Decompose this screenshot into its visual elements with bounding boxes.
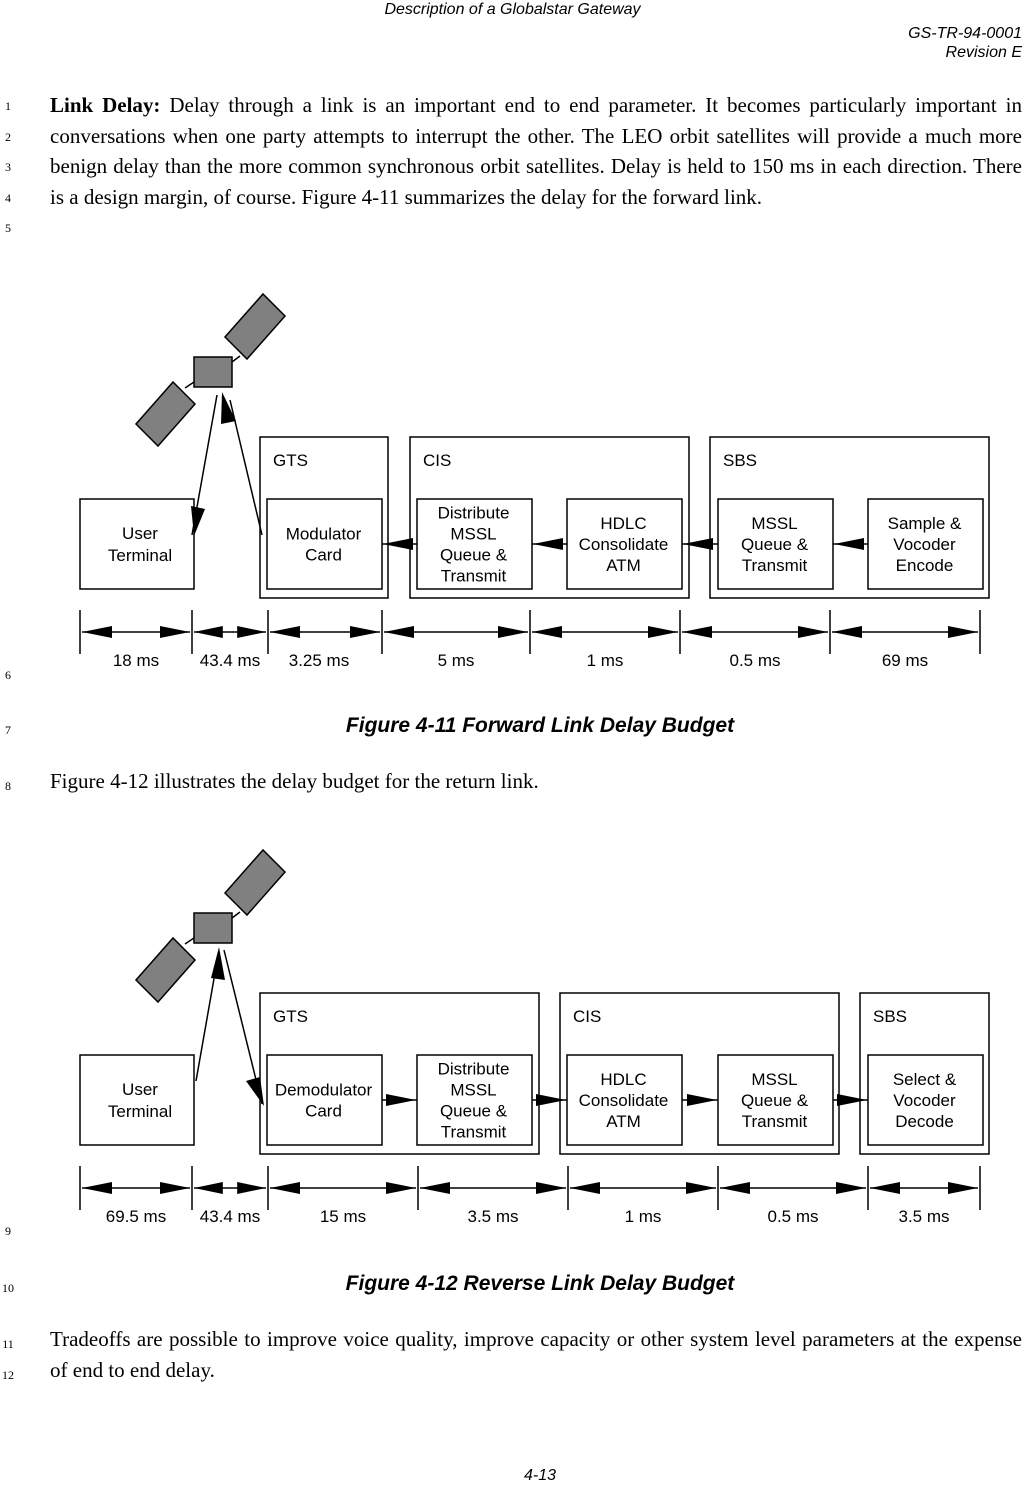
process-box-label: Modulator Card	[285, 524, 362, 565]
delay-label: 0.5 ms	[729, 651, 781, 670]
flow-arrowhead	[386, 1094, 416, 1106]
timeline-arrowhead	[270, 1182, 300, 1194]
forward-link-delay-diagram	[0, 280, 1025, 700]
timeline-arrowhead	[384, 626, 414, 638]
satellite-body	[194, 913, 232, 943]
solar-panel	[136, 938, 195, 1002]
reverse-link-delay-diagram	[0, 836, 1025, 1256]
timeline-arrowhead	[870, 1182, 900, 1194]
figure-caption: Figure 4-12 Reverse Link Delay Budget	[345, 1272, 735, 1295]
process-box-label: Select & Vocoder Decode	[892, 1070, 957, 1131]
line-number: 9	[5, 1224, 11, 1238]
timeline-arrowhead	[836, 1182, 866, 1194]
process-box-label: MSSL Queue & Transmit	[740, 514, 809, 575]
group-label: SBS	[723, 451, 758, 470]
document-id	[908, 24, 1022, 62]
user-terminal-box	[80, 499, 194, 589]
timeline-arrowhead	[386, 1182, 416, 1194]
document-number: GS-TR-94-0001	[908, 25, 1022, 42]
delay-label: 3.5 ms	[898, 1207, 950, 1226]
process-box-label: Distribute MSSL Queue & Transmit	[437, 1059, 510, 1142]
paragraph-lead: Link Delay:	[50, 93, 161, 117]
link-arrowhead	[211, 947, 225, 980]
process-box	[267, 499, 382, 589]
solar-panel	[136, 382, 195, 446]
delay-label: 1 ms	[624, 1207, 662, 1226]
satellite-icon	[136, 294, 285, 446]
running-header-title: Description of a Globalstar Gateway	[384, 1, 641, 18]
process-box-label: HDLC Consolidate ATM	[578, 1070, 669, 1131]
delay-label: 15 ms	[319, 1207, 367, 1226]
flow-arrowhead	[834, 538, 864, 550]
delay-timeline	[80, 1166, 980, 1226]
paragraph-tradeoffs: Tradeoffs are possible to improve voice quality, improve capacity or other system level parameters at the expense of end to end delay.	[50, 1327, 1022, 1382]
user-terminal-label: User Terminal	[107, 1080, 173, 1121]
delay-label: 0.5 ms	[767, 1207, 819, 1226]
timeline-arrowhead	[237, 1182, 266, 1194]
diagram-canvas	[0, 280, 1025, 700]
timeline-arrowhead	[194, 626, 223, 638]
timeline-arrowhead	[420, 1182, 450, 1194]
process-box-label: MSSL Queue & Transmit	[740, 1070, 809, 1131]
line-number: 3	[5, 160, 11, 174]
delay-label: 3.5 ms	[467, 1207, 519, 1226]
process-box-label: Demodulator Card	[274, 1080, 373, 1121]
document-revision: Revision E	[945, 44, 1022, 61]
timeline-arrowhead	[160, 1182, 190, 1194]
delay-label: 69 ms	[881, 651, 929, 670]
timeline-arrowhead	[82, 1182, 112, 1194]
diagram-canvas	[0, 836, 1025, 1256]
delay-timeline	[80, 610, 980, 670]
group-label: GTS	[273, 451, 308, 470]
user-terminal-label: User Terminal	[107, 524, 173, 565]
delay-label: 3.25 ms	[288, 651, 350, 670]
timeline-arrowhead	[948, 626, 978, 638]
line-number: 11	[2, 1337, 14, 1351]
timeline-arrowhead	[570, 1182, 600, 1194]
delay-label: 1 ms	[586, 651, 624, 670]
flow-arrowhead	[687, 1094, 717, 1106]
timeline-arrowhead	[648, 626, 678, 638]
delay-label: 5 ms	[437, 651, 475, 670]
process-box-label: Sample & Vocoder Encode	[887, 514, 962, 575]
group-label: CIS	[573, 1007, 602, 1026]
flow-arrowhead	[533, 538, 563, 550]
timeline-arrowhead	[498, 626, 528, 638]
process-box	[267, 1055, 382, 1145]
delay-label: 18 ms	[112, 651, 160, 670]
link-arrowhead	[246, 1077, 264, 1106]
timeline-arrowhead	[686, 1182, 716, 1194]
process-box-label: HDLC Consolidate ATM	[578, 514, 669, 575]
line-number: 8	[5, 779, 11, 793]
satellite-icon	[136, 850, 285, 1002]
paragraph-return-link: Figure 4-12 illustrates the delay budget for the return link.	[50, 769, 539, 793]
timeline-arrowhead	[270, 626, 300, 638]
paragraph-text: Delay through a link is an important end to end parameter. It becomes particularly important in conversations when one party attempts to interrupt the other. The LEO orbit satellites will provide a much more benign delay than the more common synchronous orbit satellites. Delay is held to 150 ms in each direction. There is a design margin, of course. Figure 4-11 summarizes the delay for the forward link.	[50, 93, 1023, 209]
group-label: GTS	[273, 1007, 308, 1026]
line-number: 6	[5, 668, 11, 682]
flow-arrowhead	[536, 1094, 566, 1106]
satellite-body	[194, 357, 232, 387]
timeline-arrowhead	[798, 626, 828, 638]
figure-caption: Figure 4-11 Forward Link Delay Budget	[345, 714, 735, 737]
timeline-arrowhead	[832, 626, 862, 638]
delay-label: 69.5 ms	[105, 1207, 167, 1226]
solar-panel	[225, 850, 285, 915]
link-arrowhead	[221, 392, 236, 424]
timeline-arrowhead	[536, 1182, 566, 1194]
page-number: 4-13	[523, 1467, 557, 1484]
solar-panel	[225, 294, 285, 359]
timeline-arrowhead	[532, 626, 562, 638]
line-number: 5	[5, 221, 11, 235]
timeline-arrowhead	[194, 1182, 223, 1194]
line-number: 2	[5, 130, 11, 144]
group-label: CIS	[423, 451, 452, 470]
line-number: 7	[5, 723, 11, 737]
process-box-label: Distribute MSSL Queue & Transmit	[437, 503, 510, 586]
group-label: SBS	[873, 1007, 908, 1026]
timeline-arrowhead	[350, 626, 380, 638]
flow-arrowhead	[837, 1094, 867, 1106]
timeline-arrowhead	[237, 626, 266, 638]
timeline-arrowhead	[948, 1182, 978, 1194]
user-terminal-box	[80, 1055, 194, 1145]
timeline-arrowhead	[160, 626, 190, 638]
delay-label: 43.4 ms	[199, 651, 261, 670]
timeline-arrowhead	[682, 626, 712, 638]
line-number: 12	[2, 1368, 14, 1382]
delay-label: 43.4 ms	[199, 1207, 261, 1226]
flow-arrowhead	[683, 538, 713, 550]
timeline-arrowhead	[82, 626, 112, 638]
line-number: 4	[5, 191, 11, 205]
timeline-arrowhead	[720, 1182, 750, 1194]
line-number: 1	[5, 99, 11, 113]
line-number: 10	[2, 1281, 14, 1295]
paragraph-link-delay	[50, 90, 1022, 212]
